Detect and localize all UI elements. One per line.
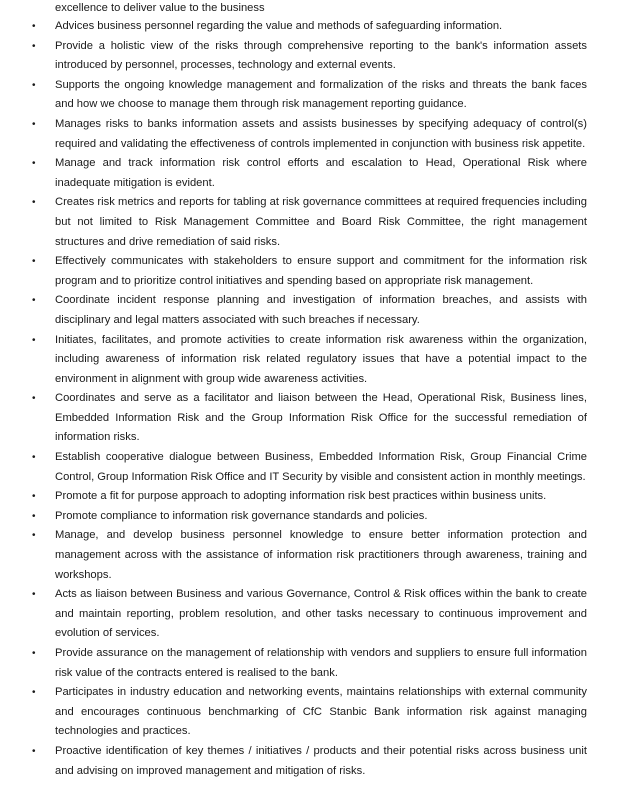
bullet-dot-icon: • bbox=[32, 589, 36, 601]
bullet-item bbox=[0, 507, 620, 527]
bullet-dot-icon: • bbox=[32, 745, 36, 757]
bullet-text: Creates risk metrics and reports for tabling at risk governance committees at required frequencies including but not limited to Risk Management Committee and Board Risk Committee, the right management structures and drive remediation of said risks. bbox=[55, 196, 587, 248]
bullet-text: Establish cooperative dialogue between Business, Embedded Information Risk, Group Financial Crime Control, Group Information Risk Office and IT Security by visible and consistent action in monthly meetings. bbox=[55, 451, 587, 483]
bullet-text: Coordinates and serve as a facilitator and liaison between the Head, Operational Risk, Business lines, Embedded Information Risk and the Group Information Risk Office for the successful remediation of information risks. bbox=[55, 392, 587, 444]
bullet-text: Advices business personnel regarding the value and methods of safeguarding information. bbox=[55, 20, 503, 32]
bullet-item bbox=[0, 115, 620, 154]
bullet-item bbox=[0, 526, 620, 585]
bullet-item bbox=[0, 17, 620, 37]
bullet-text: Supports the ongoing knowledge management and formalization of the risks and threats the bank faces and how we choose to manage them through risk management reporting guidance. bbox=[55, 78, 587, 111]
bullet-text: Promote a fit for purpose approach to adopting information risk best practices within business units. bbox=[55, 490, 547, 503]
bullet-item bbox=[0, 291, 620, 330]
bullet-item bbox=[0, 331, 620, 390]
bullet-text: Participates in industry education and networking events, maintains relationships with external community and encourages continuous benchmarking of CfC Stanbic Bank information risk against managing technologies and practices. bbox=[55, 686, 587, 738]
bullet-text: Provide assurance on the management of relationship with vendors and suppliers to ensure full information risk value of the contracts entered is realised to the bank. bbox=[55, 647, 587, 679]
lead-line: excellence to deliver value to the business bbox=[55, 2, 265, 14]
bullet-text: Manage and track information risk control efforts and escalation to Head, Operational Risk where inadequate mitigation is evident. bbox=[55, 157, 587, 189]
bullet-item bbox=[0, 683, 620, 742]
bullet-dot-icon: • bbox=[32, 393, 36, 405]
bullet-dot-icon: • bbox=[32, 452, 36, 464]
bullet-dot-icon: • bbox=[32, 648, 36, 659]
bullet-dot-icon: • bbox=[32, 491, 36, 503]
bullet-item bbox=[0, 644, 620, 683]
bullet-item bbox=[0, 448, 620, 487]
bullet-item bbox=[0, 585, 620, 644]
bullet-item bbox=[0, 193, 620, 252]
bullet-text: Manage, and develop business personnel knowledge to ensure better information protection and management across with the assistance of information risk practitioners through awareness, training and workshops. bbox=[55, 529, 587, 581]
bullet-item bbox=[0, 389, 620, 448]
bullet-text: Proactive identification of key themes / initiatives / products and their potential risks across business unit and advising on improved management and mitigation of risks. bbox=[55, 744, 587, 777]
bullet-dot-icon: • bbox=[32, 295, 36, 307]
bullet-item bbox=[0, 76, 620, 115]
bullet-dot-icon: • bbox=[32, 256, 36, 268]
bullet-dot-icon: • bbox=[32, 530, 36, 542]
bullet-dot-icon: • bbox=[32, 510, 36, 522]
bullet-dot-icon: • bbox=[32, 21, 36, 32]
bullet-text: Effectively communicates with stakeholders to ensure support and commitment for the information risk program and to prioritize control initiatives and spending based on appropriate risk management. bbox=[55, 255, 587, 287]
bullet-dot-icon: • bbox=[32, 118, 36, 130]
bullet-text: Provide a holistic view of the risks through comprehensive reporting to the bank's information assets introduced by personnel, processes, technology and external events. bbox=[55, 39, 587, 72]
bullet-text: Manages risks to banks information assets and assists businesses by specifying adequacy of control(s) required and validating the effectiveness of controls implemented in conjunction with business risk appetite. bbox=[55, 117, 587, 150]
bullet-dot-icon: • bbox=[32, 158, 36, 170]
bullet-dot-icon: • bbox=[32, 79, 36, 91]
bullet-text: Initiates, facilitates, and promote activities to create information risk awareness within the organization, including awareness of information risk related regulatory issues that have a potential impact to the environment in alignment with group wide awareness activities. bbox=[55, 333, 587, 385]
bullet-item bbox=[0, 487, 620, 507]
bullet-dot-icon: • bbox=[32, 334, 36, 346]
bullet-item bbox=[0, 742, 620, 781]
bullet-item bbox=[0, 37, 620, 76]
bullet-dot-icon: • bbox=[32, 197, 36, 209]
bullet-dot-icon: • bbox=[32, 40, 36, 52]
bullet-text: Promote compliance to information risk governance standards and policies. bbox=[55, 509, 428, 522]
bullet-item bbox=[0, 252, 620, 291]
bullet-text: Acts as liaison between Business and various Governance, Control & Risk offices within the bank to create and maintain reporting, problem resolution, and other tasks necessary to continuous improvement and evolution of services. bbox=[55, 588, 587, 640]
bullet-item bbox=[0, 154, 620, 193]
bullet-list bbox=[0, 17, 620, 781]
bullet-text: Coordinate incident response planning and investigation of information breaches, and assists with disciplinary and legal matters associated with such breaches if necessary. bbox=[55, 294, 587, 326]
bullet-dot-icon: • bbox=[32, 687, 36, 699]
